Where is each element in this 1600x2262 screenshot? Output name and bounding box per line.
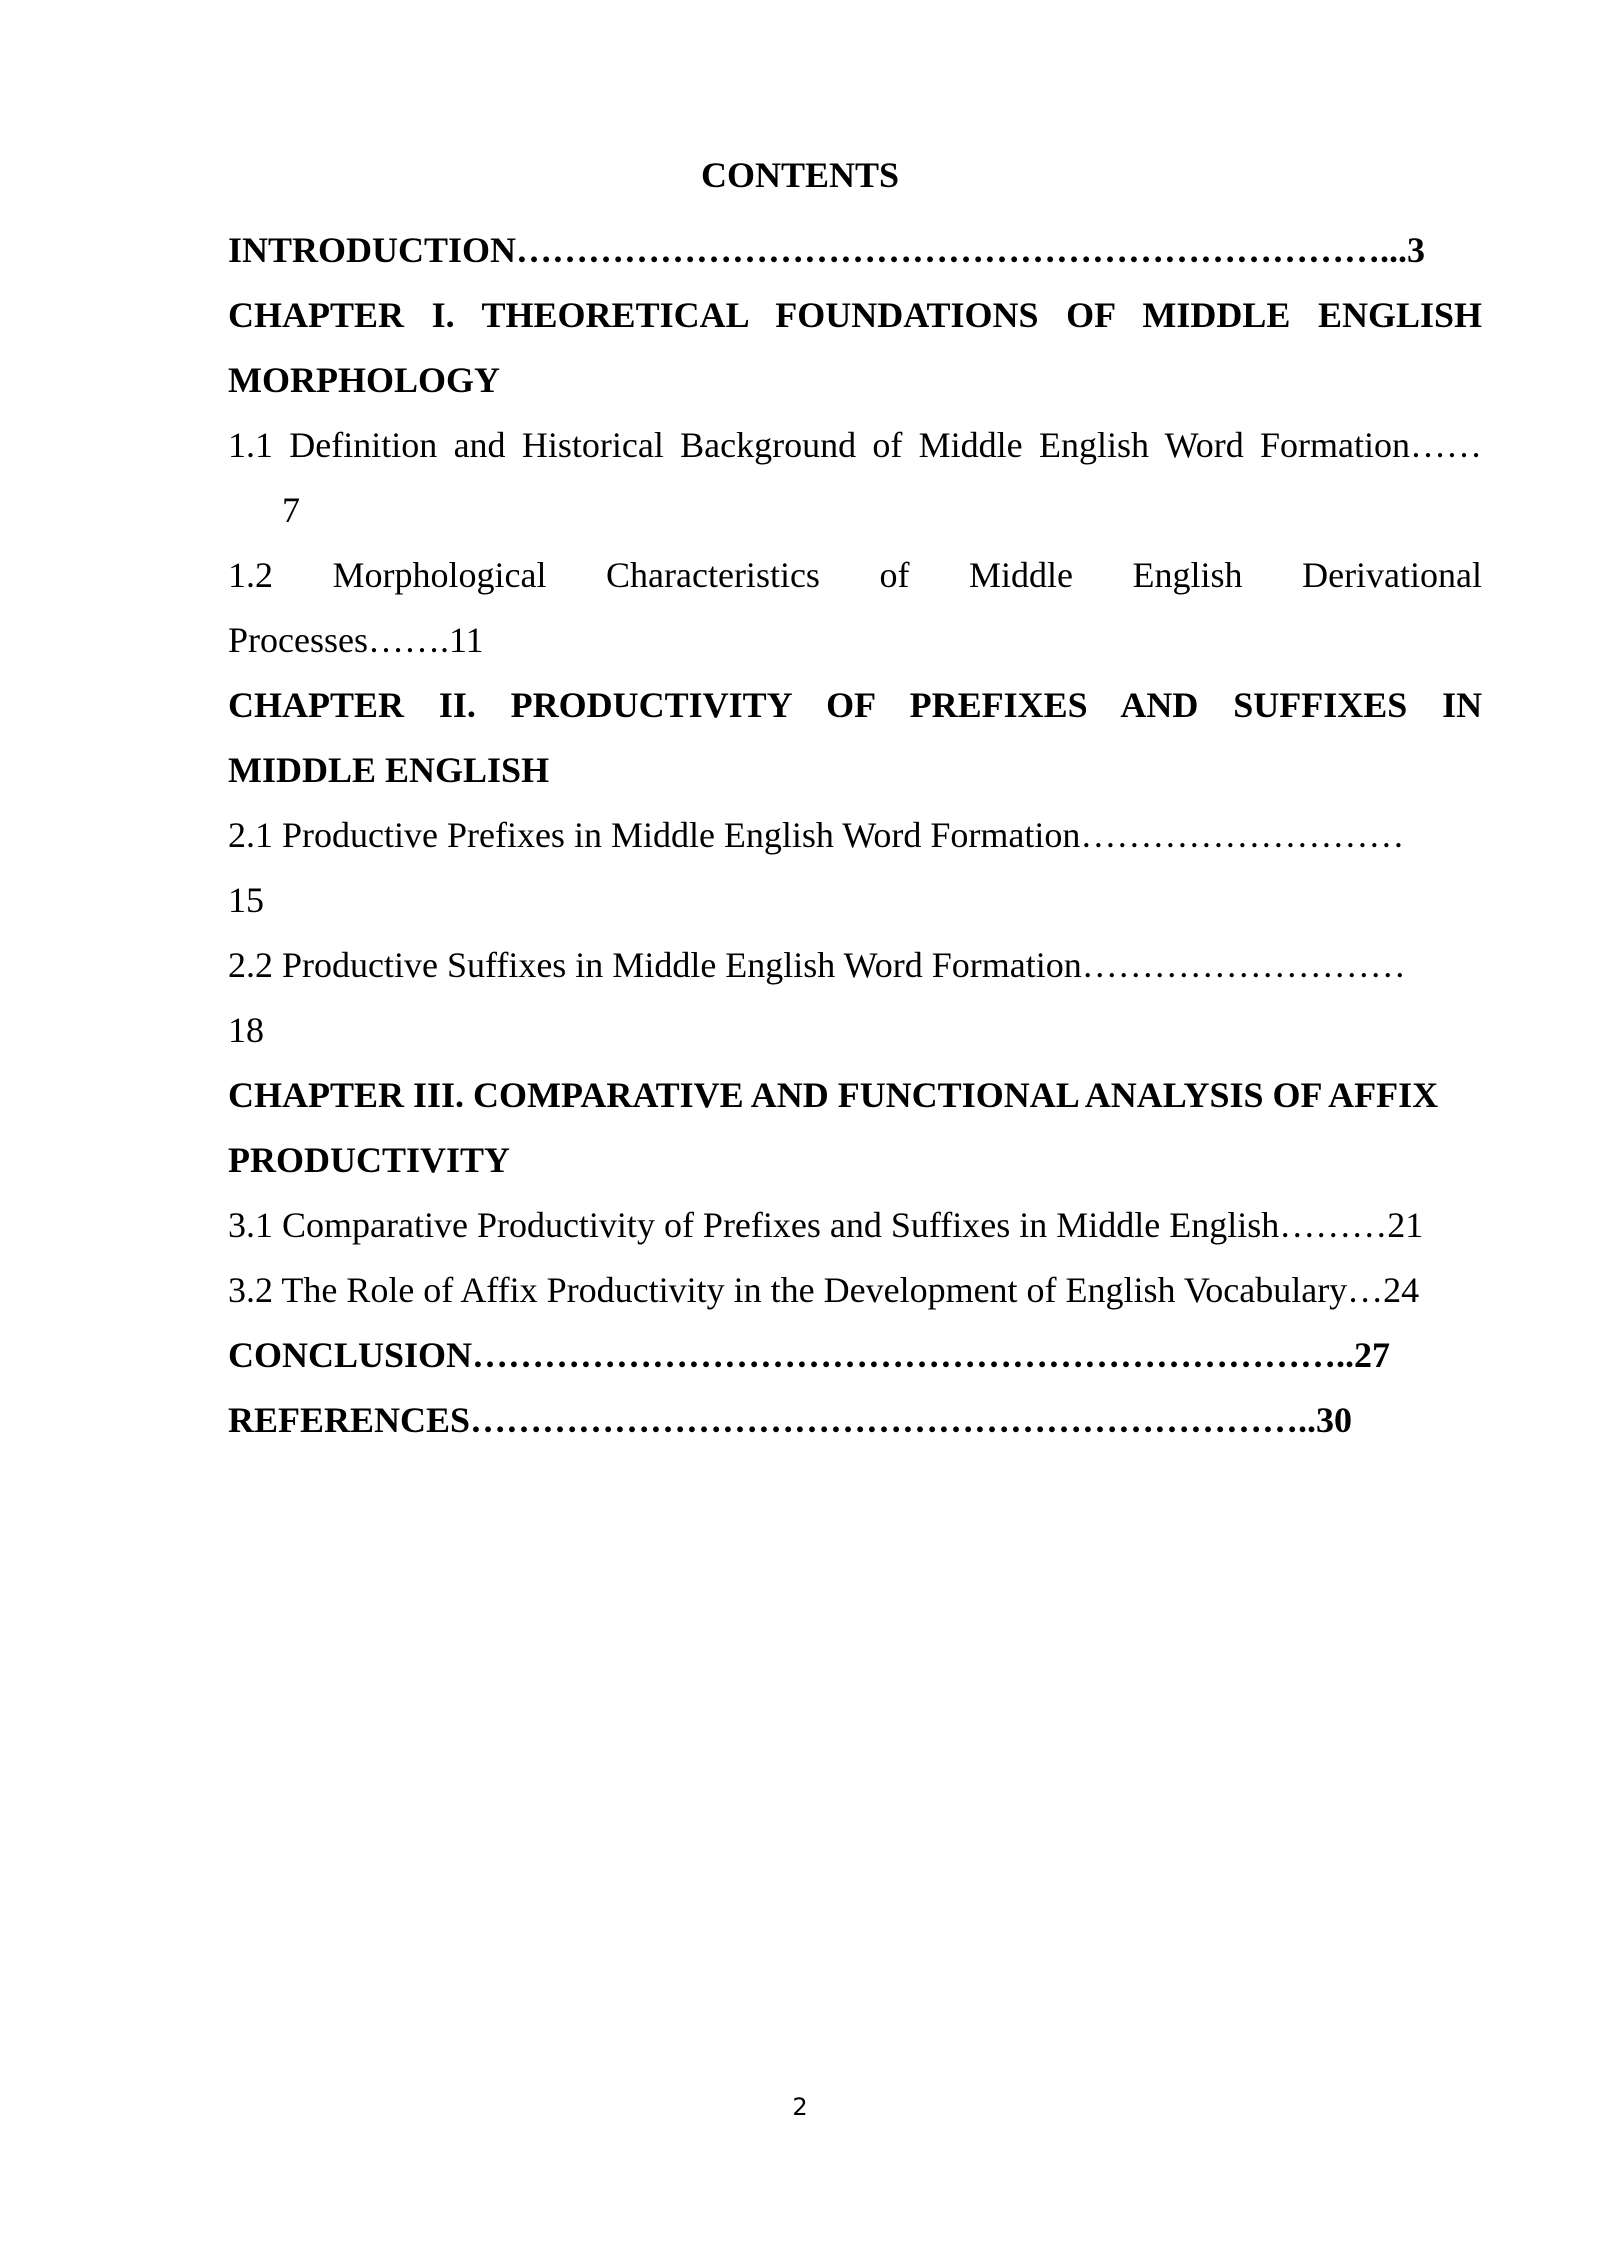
toc-word: English (1132, 555, 1243, 595)
toc-word: CHAPTER (228, 685, 405, 725)
toc-title: CONTENTS (700, 155, 900, 195)
toc-word: AND (1120, 685, 1199, 725)
toc-word: THEORETICAL (481, 295, 748, 335)
toc-entry-references: REFERENCES……………………………………………………………..30 (228, 1400, 1353, 1440)
toc-entry-section-2-1-line-1: 2.1 Productive Prefixes in Middle English Word Formation……………………… (228, 815, 1405, 855)
toc-word: FOUNDATIONS (775, 295, 1039, 335)
toc-entry-section-1-2-line-2: Processes…….11 (228, 620, 484, 660)
toc-word: OF (826, 685, 875, 725)
table-of-contents (228, 218, 1482, 1453)
toc-entry-section-2-1-page: 15 (228, 880, 264, 920)
toc-entry-section-2-2-page: 18 (228, 1010, 264, 1050)
toc-entry-chapter-2-line-1 (228, 673, 1482, 738)
toc-word: SUFFIXES (1233, 685, 1408, 725)
toc-word: PREFIXES (909, 685, 1088, 725)
toc-entry-section-2-2-line-1: 2.2 Productive Suffixes in Middle English Word Formation……………………… (228, 945, 1406, 985)
toc-word: Characteristics (606, 555, 820, 595)
toc-word: PRODUCTIVITY (510, 685, 792, 725)
toc-word: ENGLISH (1317, 295, 1482, 335)
toc-entry-chapter-3-line-2: PRODUCTIVITY (228, 1140, 511, 1180)
toc-word: Derivational (1302, 555, 1482, 595)
toc-word: OF (1066, 295, 1115, 335)
toc-entry-chapter-1-line-1 (228, 283, 1482, 348)
toc-word: I. (431, 295, 455, 335)
toc-word: Middle (969, 555, 1074, 595)
toc-entry-conclusion: CONCLUSION………………………………………………………………..27 (228, 1335, 1391, 1375)
toc-word: 1.2 (228, 555, 273, 595)
toc-entry-chapter-3-line-1: CHAPTER III. COMPARATIVE AND FUNCTIONAL ANALYSIS OF AFFIX (228, 1075, 1439, 1115)
toc-entry-chapter-2-line-2: MIDDLE ENGLISH (228, 750, 550, 790)
toc-word: IN (1442, 685, 1482, 725)
toc-entry-chapter-1-line-2: MORPHOLOGY (228, 360, 500, 400)
toc-entry-section-3-2: 3.2 The Role of Affix Productivity in the Development of English Vocabulary…24 (228, 1270, 1420, 1310)
toc-entry-section-1-1-page: 7 (282, 490, 300, 530)
toc-entry-section-1-2-line-1 (228, 543, 1482, 608)
toc-entry-section-3-1: 3.1 Comparative Productivity of Prefixes and Suffixes in Middle English………21 (228, 1205, 1424, 1245)
page-number: 2 (792, 2093, 808, 2121)
toc-word: Morphological (332, 555, 547, 595)
toc-word: of (879, 555, 910, 595)
toc-word: MIDDLE (1142, 295, 1291, 335)
toc-word: CHAPTER (228, 295, 405, 335)
toc-entry-introduction: INTRODUCTION………………………………………………………………...3 (228, 230, 1426, 270)
toc-word: II. (438, 685, 476, 725)
toc-entry-section-1-1-line-1: 1.1 Definition and Historical Background of Middle English Word Formation…… (228, 425, 1482, 465)
